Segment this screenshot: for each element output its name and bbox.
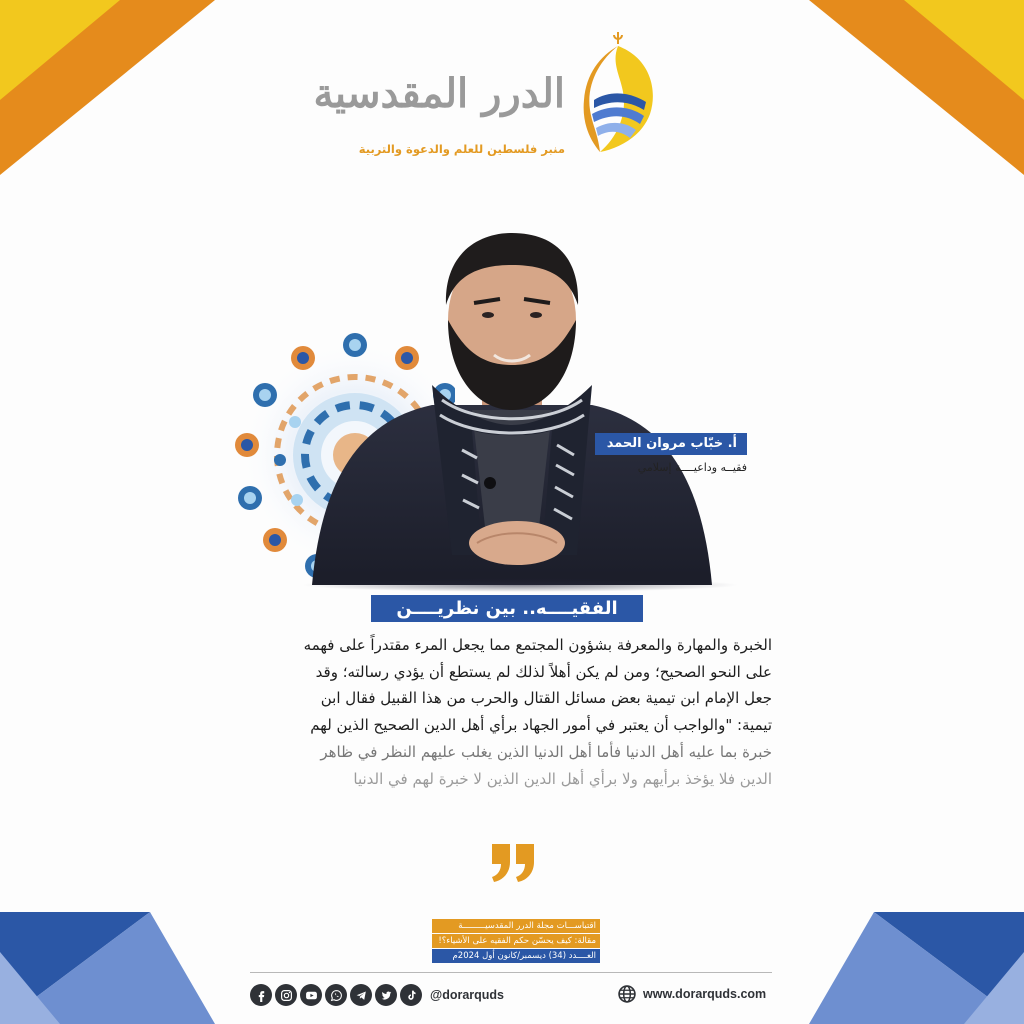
- speaker-name: أ. خبّاب مروان الحمد: [595, 433, 747, 455]
- bottom-left-corner-decoration: [0, 912, 215, 1024]
- top-right-corner-decoration: [809, 0, 1024, 175]
- facebook-icon[interactable]: [250, 984, 272, 1006]
- photo-shadow: [300, 578, 740, 592]
- speaker-label: [595, 432, 747, 474]
- quote-line: الخبرة والمهارة والمعرفة بشؤون المجتمع مما يجعل المرء مقتدراً على فهمه: [303, 636, 772, 654]
- speaker-role: فقيــه وداعيــــة إسلامي: [637, 461, 747, 474]
- tiktok-icon[interactable]: [400, 984, 422, 1006]
- instagram-icon[interactable]: [275, 984, 297, 1006]
- quote-title: الفقيــــه.. بين نظريــــن: [371, 595, 643, 622]
- quote-line: على النحو الصحيح؛ ومن لم يكن أهلاً لذلك لم يستطع أن يؤدي رسالته؛ وقد: [315, 662, 772, 681]
- source-info: [432, 919, 600, 963]
- whatsapp-icon[interactable]: [325, 984, 347, 1006]
- website-link[interactable]: [617, 984, 766, 1004]
- brand-title: الدرر المقدسية: [313, 70, 565, 117]
- brand-tagline: منبر فلسطين للعلم والدعوة والتربية: [358, 142, 565, 156]
- speaker-photo: [312, 225, 712, 585]
- source-issue: العــــدد (34) ديسمبر/كانون أول 2024م: [432, 949, 600, 963]
- quote-line: خبرة بما عليه أهل الدنيا فأما أهل الدنيا الذين يغلب عليهم النظر في ظاهر: [320, 742, 772, 761]
- quote-line: جعل الإمام ابن تيمية بعض مسائل القتال والحرب من هذا القبيل فقال ابن: [320, 689, 772, 708]
- quote-line: الدين فلا يؤخذ برأيهم ولا برأي أهل الدين الذين لا خبرة لهم في الدنيا: [353, 769, 772, 788]
- social-links: [250, 984, 504, 1006]
- bottom-right-corner-decoration: [809, 912, 1024, 1024]
- top-left-corner-decoration: [0, 0, 215, 175]
- quote-mark-icon: [488, 842, 538, 884]
- website-url[interactable]: www.dorarquds.com: [643, 987, 767, 1001]
- social-handle[interactable]: @dorarquds: [430, 988, 504, 1002]
- dome-logo-icon: [580, 30, 660, 155]
- twitter-icon[interactable]: [375, 984, 397, 1006]
- telegram-icon[interactable]: [350, 984, 372, 1006]
- youtube-icon[interactable]: [300, 984, 322, 1006]
- brand-logo: [313, 30, 660, 170]
- source-magazine: اقتباســـات مجلة الدرر المقدسيـــــــــة: [432, 919, 600, 933]
- source-article: مقالة: كيف يحسّن حكم الفقيه على الأشياء؟!: [432, 934, 600, 948]
- quote-line: تيمية: "والواجب أن يعتبر في أمور الجهاد برأي أهل الدين الصحيح الذين لهم: [310, 716, 772, 735]
- quote-text: [262, 632, 772, 792]
- globe-icon: [617, 984, 637, 1004]
- footer-divider: [250, 972, 772, 973]
